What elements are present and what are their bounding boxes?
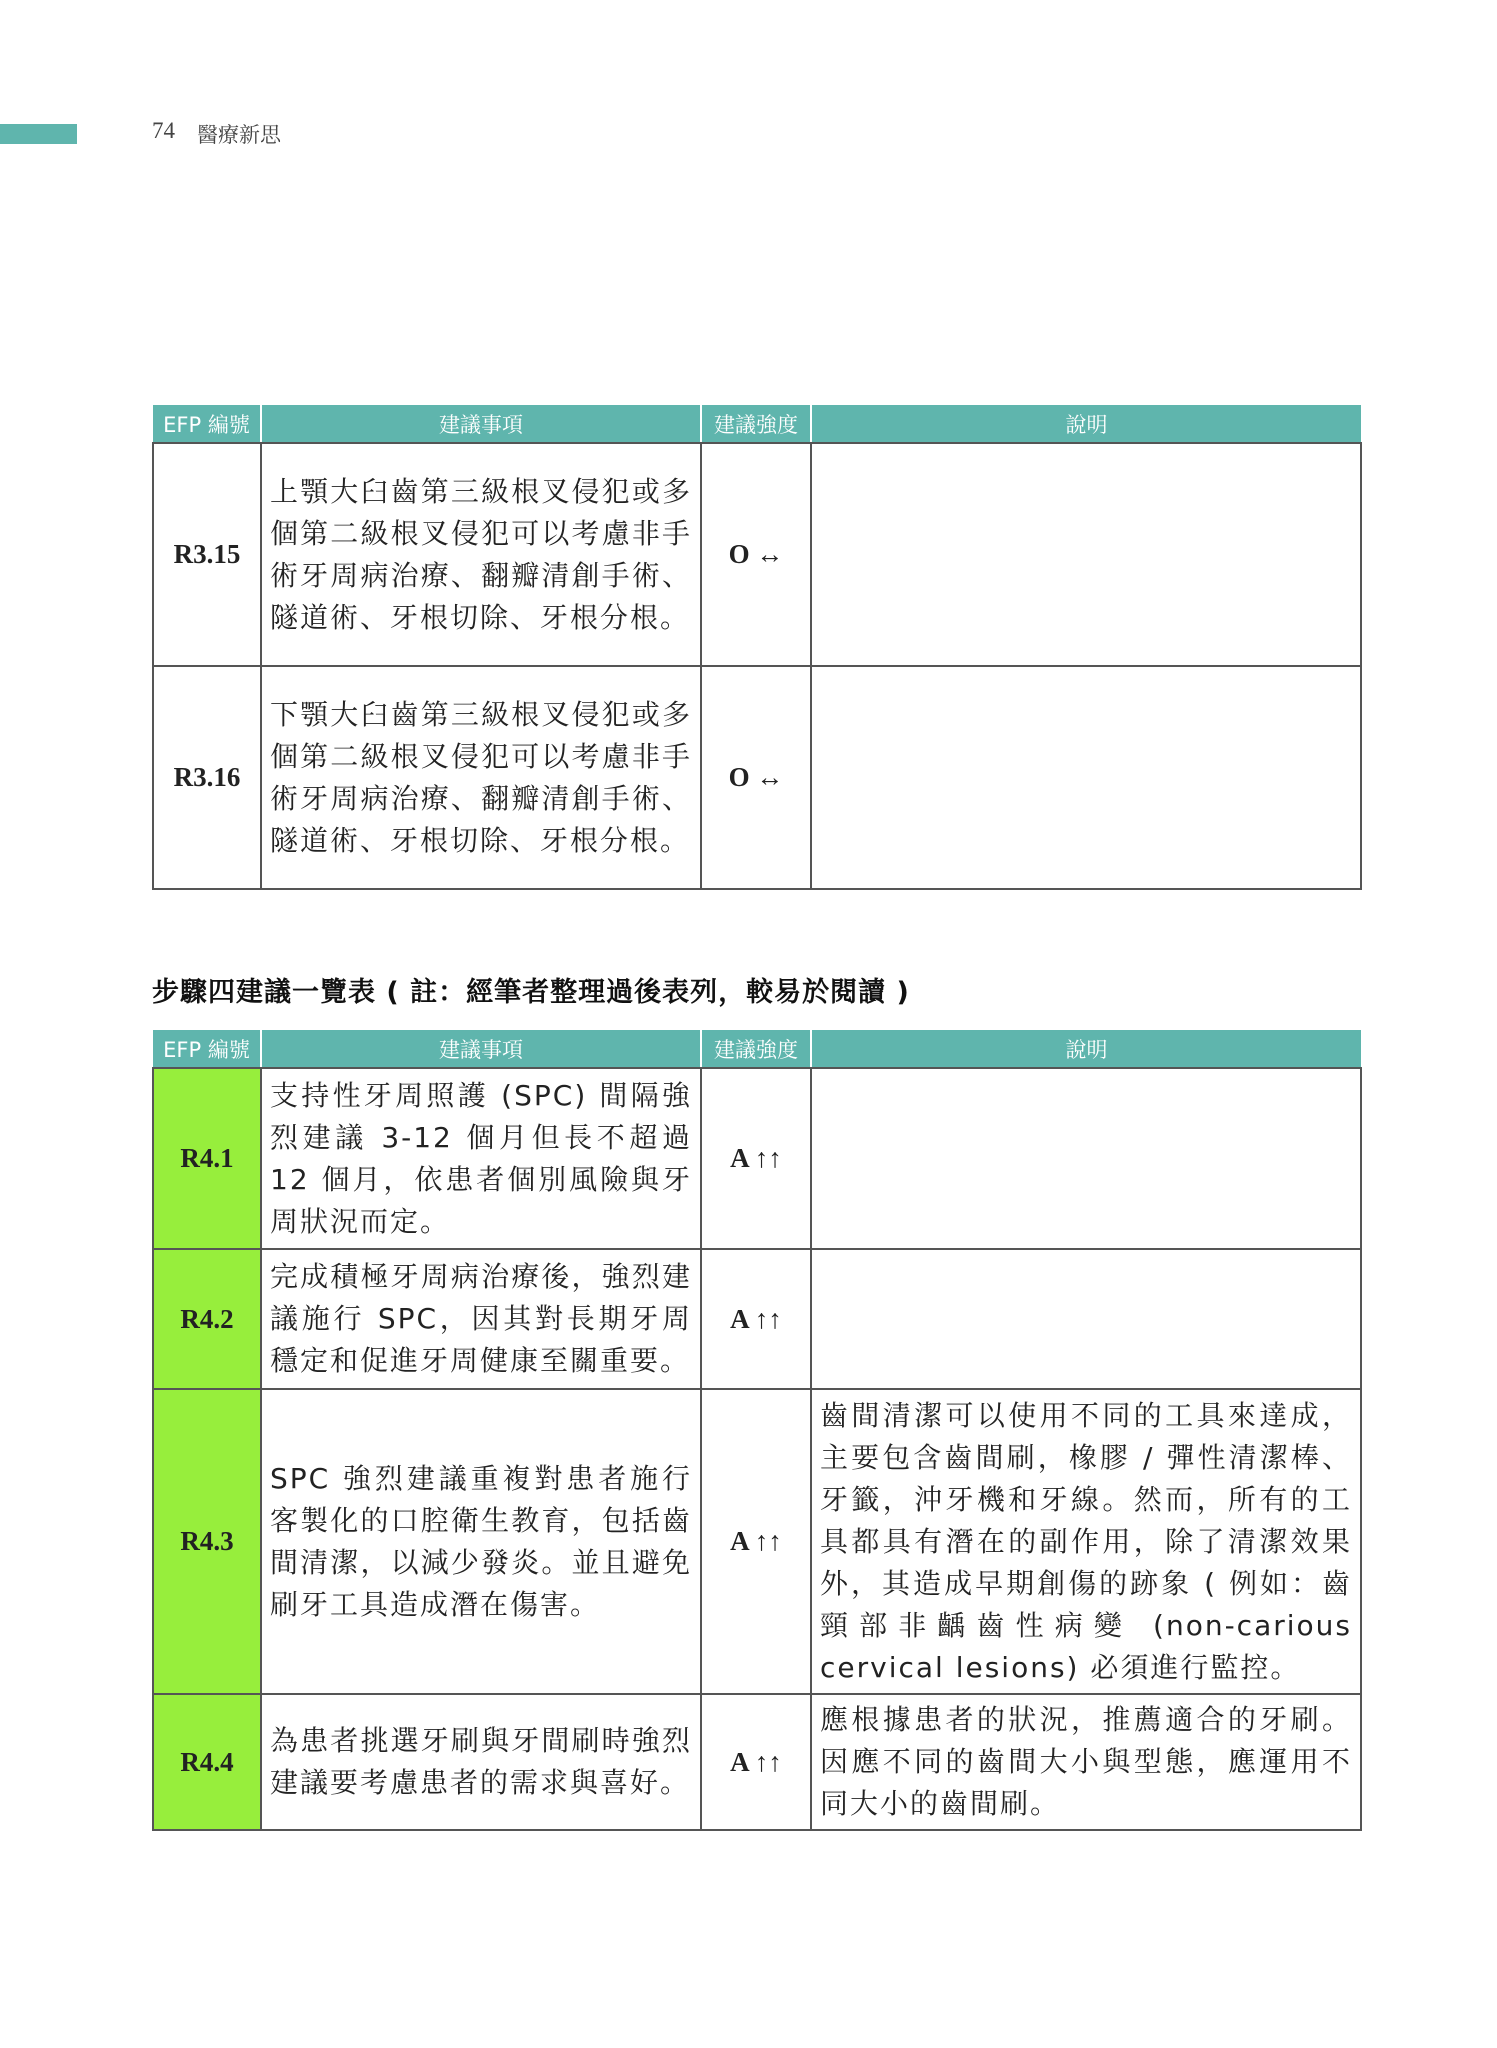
efp-code: R4.4 [153, 1694, 261, 1830]
efp-code: R4.1 [153, 1068, 261, 1249]
description-text [811, 1249, 1361, 1389]
efp-code: R4.3 [153, 1389, 261, 1694]
column-header-description: 說明 [811, 405, 1361, 443]
section-heading: 步驟四建議一覽表 ( 註：經筆者整理過後表列，較易於閱讀 ) [152, 977, 910, 1008]
strength-grade: O ↔ [701, 443, 811, 666]
column-header-efp-code: EFP 編號 [153, 1030, 261, 1068]
recommendation-text: 完成積極牙周病治療後，強烈建議施行 SPC，因其對長期牙周穩定和促進牙周健康至關重要。 [261, 1249, 701, 1389]
page-number: 74 [152, 118, 175, 143]
recommendation-text: SPC 強烈建議重複對患者施行客製化的口腔衛生教育，包括齒間清潔，以減少發炎。並且避免刷牙工具造成潛在傷害。 [261, 1389, 701, 1694]
column-header-recommendation: 建議事項 [261, 1030, 701, 1068]
strength-grade: A ↑↑ [701, 1694, 811, 1830]
efp-code: R3.16 [153, 666, 261, 889]
table-row [153, 1694, 1361, 1830]
description-text [811, 1068, 1361, 1249]
recommendation-text: 下顎大臼齒第三級根叉侵犯或多個第二級根叉侵犯可以考慮非手術牙周病治療、翻瓣清創手術、隧道術、牙根切除、牙根分根。 [261, 666, 701, 889]
efp-code: R4.2 [153, 1249, 261, 1389]
table-row [153, 1249, 1361, 1389]
column-header-strength: 建議強度 [701, 1030, 811, 1068]
header-accent-bar [0, 124, 77, 144]
description-text [811, 666, 1361, 889]
table-row [153, 1389, 1361, 1694]
recommendation-table-step3 [152, 405, 1362, 890]
strength-grade: O ↔ [701, 666, 811, 889]
strength-grade: A ↑↑ [701, 1068, 811, 1249]
description-text: 齒間清潔可以使用不同的工具來達成，主要包含齒間刷，橡膠 / 彈性清潔棒、牙籤，沖牙機和牙線。然而，所有的工具都具有潛在的副作用，除了清潔效果外，其造成早期創傷的跡象 ( 例如：齒頸部非齲齒性病變 (non-carious cervical lesions) 必須進行監控。 [811, 1389, 1361, 1694]
recommendation-text: 上顎大臼齒第三級根叉侵犯或多個第二級根叉侵犯可以考慮非手術牙周病治療、翻瓣清創手術、隧道術、牙根切除、牙根分根。 [261, 443, 701, 666]
table-row [153, 443, 1361, 666]
description-text: 應根據患者的狀況，推薦適合的牙刷。因應不同的齒間大小與型態，應運用不同大小的齒間刷。 [811, 1694, 1361, 1830]
table-header-row [153, 1030, 1361, 1068]
page-header [0, 118, 600, 148]
column-header-recommendation: 建議事項 [261, 405, 701, 443]
recommendation-text: 支持性牙周照護 (SPC) 間隔強烈建議 3-12 個月但長不超過 12 個月，依患者個別風險與牙周狀況而定。 [261, 1068, 701, 1249]
strength-grade: A ↑↑ [701, 1389, 811, 1694]
strength-grade: A ↑↑ [701, 1249, 811, 1389]
column-header-description: 說明 [811, 1030, 1361, 1068]
efp-code: R3.15 [153, 443, 261, 666]
table-row [153, 1068, 1361, 1249]
description-text [811, 443, 1361, 666]
table-header-row [153, 405, 1361, 443]
running-title: 醫療新思 [197, 123, 281, 147]
recommendation-table-step4 [152, 1030, 1362, 1831]
column-header-efp-code: EFP 編號 [153, 405, 261, 443]
table-row [153, 666, 1361, 889]
column-header-strength: 建議強度 [701, 405, 811, 443]
recommendation-text: 為患者挑選牙刷與牙間刷時強烈建議要考慮患者的需求與喜好。 [261, 1694, 701, 1830]
